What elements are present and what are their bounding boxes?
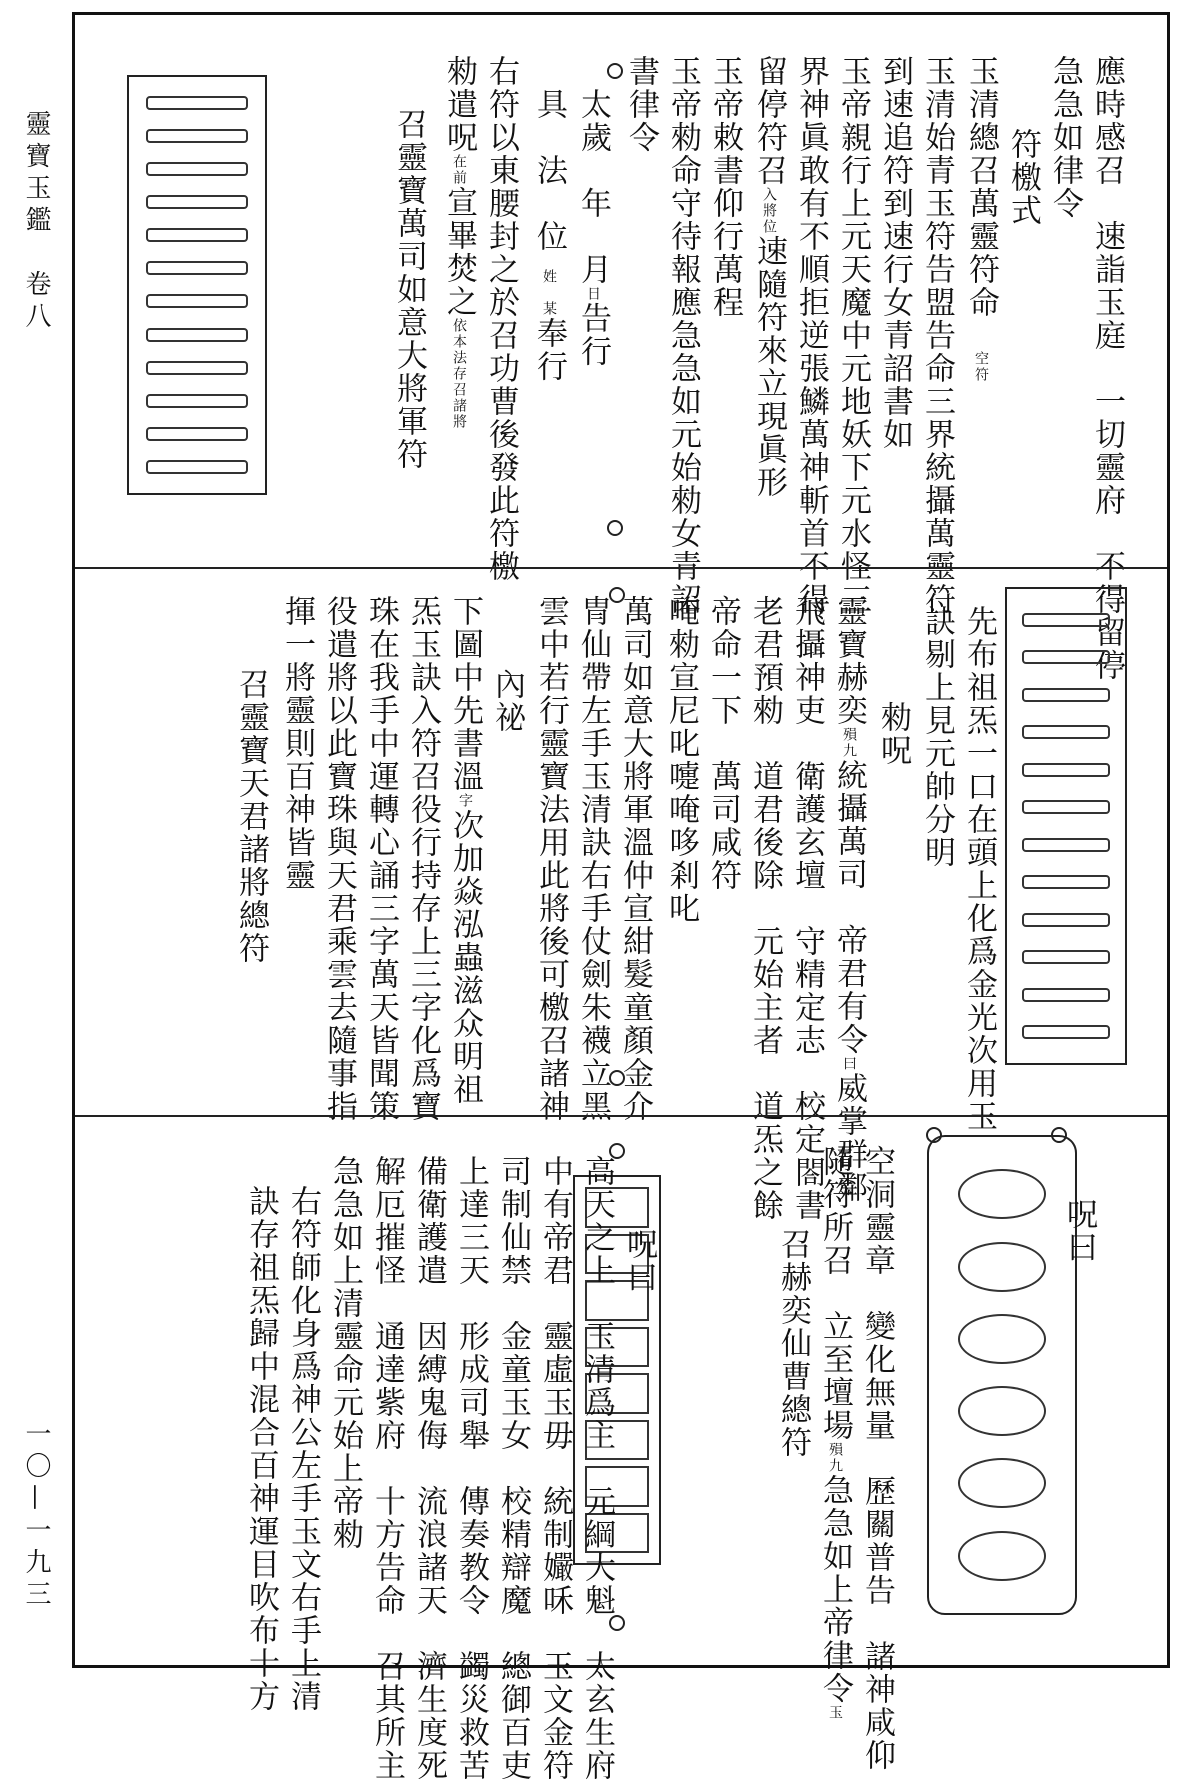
text-column: 召靈寶萬司如意大將軍符 [391,75,427,471]
text-column: 應時感召 速詣玉庭 一切靈府 不得留停 [1089,55,1125,682]
text-column: 役遣將以此寶珠與天君乘雲去隨事指 [321,595,357,1123]
talisman-seal-1 [127,75,267,495]
talisman-seal-3 [927,1135,1077,1615]
text-column: 勑呪 [875,635,911,767]
text-column: 玉帝勑命守待報應急急如元始勑女青詔 [665,55,701,616]
page-frame [72,12,1170,1782]
text-column: 空洞靈章 變化無量 歷關普告 諸神咸仰 [859,1145,895,1772]
text-column: 訣存祖炁歸中混合百神運目吹布十方 [243,1185,279,1713]
text-column: 下圖中先書溫字次加焱泓蟲滋众明祖 [447,595,483,1106]
text-column: 冑仙帶左手玉清訣右手仗劍朱襪立黑 [575,595,611,1123]
text-column: 太歲 年 月日告行 [575,55,611,368]
circle-mark [926,1127,942,1143]
circle-mark [607,520,623,536]
text-column: 上達三天 形成司舉 傳奏教令 蠲災救苦 [453,1155,489,1782]
section-divider [75,1115,1167,1117]
text-column: 飛攝神吏 衛護玄壇 守精定志 校定閤書 [789,595,825,1222]
text-column: 具 法 位 姓 某奉行 [531,55,567,383]
text-column: 司制仙禁 金童玉女 校精辯魔 總御百吏 [495,1155,531,1782]
text-column: 帝命一下 萬司咸符 [705,595,741,892]
text-column: 玉帝親行上元天魔中元地妖下元水怪三 [835,55,871,616]
text-column: 留停符召入將位速隨符來立現眞形 [751,55,787,499]
text-column: 中有帝君 靈虛玉毋 統制孍咊 玉文金符 [537,1155,573,1782]
circle-mark [609,1070,625,1086]
talisman-seal-2 [1005,587,1127,1065]
text-column: 唵勑宣尼叱嚏唵哆剎叱 [663,595,699,925]
text-column: 右符以東腰封之於召功曹後發此符檄 [483,55,519,583]
book-title: 靈寶玉鑑 卷八 [21,110,51,334]
text-column: 符檄式 [1005,95,1041,227]
circle-mark [609,587,625,603]
text-column: 勑遣呪在前宣畢焚之依本法存召諸將 [441,55,477,430]
text-column: 內祕 [489,635,525,734]
section-divider [75,567,1167,569]
text-column: 召赫奕仙曹總符 [775,1195,811,1459]
text-column: 急急如上清靈命元始上帝勑 [327,1155,363,1551]
text-column: 隨符所召 立至壇場殞九急急如上帝律令玉 [817,1145,853,1721]
text-column: 雲中若行靈寶法用此將後可檄召諸神 [533,595,569,1123]
text-column: 備衛護遣 因縛鬼侮 流浪諸天 濟生度死 [411,1155,447,1782]
text-column: 書律令 [623,55,659,154]
circle-mark [607,63,623,79]
text-column: 訣剔上見元帥分明 [919,605,955,869]
text-column: 揮一將靈則百神皆靈 [279,595,315,892]
text-column: 界神眞敢有不順拒逆張鱗萬神斬首不得 [793,55,829,616]
text-column: 召靈寶天君諸將總符 [233,635,269,965]
text-column: 玉帝敕書仰行萬程 [707,55,743,319]
text-column: 靈寶赫奕殞九統攝萬司 帝君有令曰威掌群鄰 [831,595,867,1204]
circle-mark [1051,1127,1067,1143]
page-number: 一〇—一九三 [21,1420,51,1612]
text-column: 呪曰 [1061,1165,1097,1264]
text-column: 呪曰 [621,1195,657,1294]
text-column: 老君預勑 道君後除 元始主者 道炁之餘 [747,595,783,1222]
text-column: 高天之上 玉清爲主 元綱大魁 太玄生府 [579,1155,615,1782]
text-column: 先布祖炁一口在頭上化爲金光次用玉 [961,605,997,1133]
text-column: 珠在我手中運轉心誦三字萬天皆聞策 [363,595,399,1123]
text-column: 炁玉訣入符召役行持存上三字化爲寶 [405,595,441,1123]
text-column: 玉清始青玉符告盟告命三界統攝萬靈符 [919,55,955,616]
text-column: 萬司如意大將軍溫仲宣紺髮童顏金介 [617,595,653,1123]
text-column: 解厄摧怪 通達紫府 十方告命 召其所主 [369,1155,405,1782]
text-column: 玉清總召萬靈符命 空符 [963,55,999,383]
text-column: 急急如律令 [1047,55,1083,220]
text-column: 右符師化身爲神公左手玉文右手上清 [285,1185,321,1713]
text-column: 到速追符到速行女青詔書如 [877,55,913,451]
